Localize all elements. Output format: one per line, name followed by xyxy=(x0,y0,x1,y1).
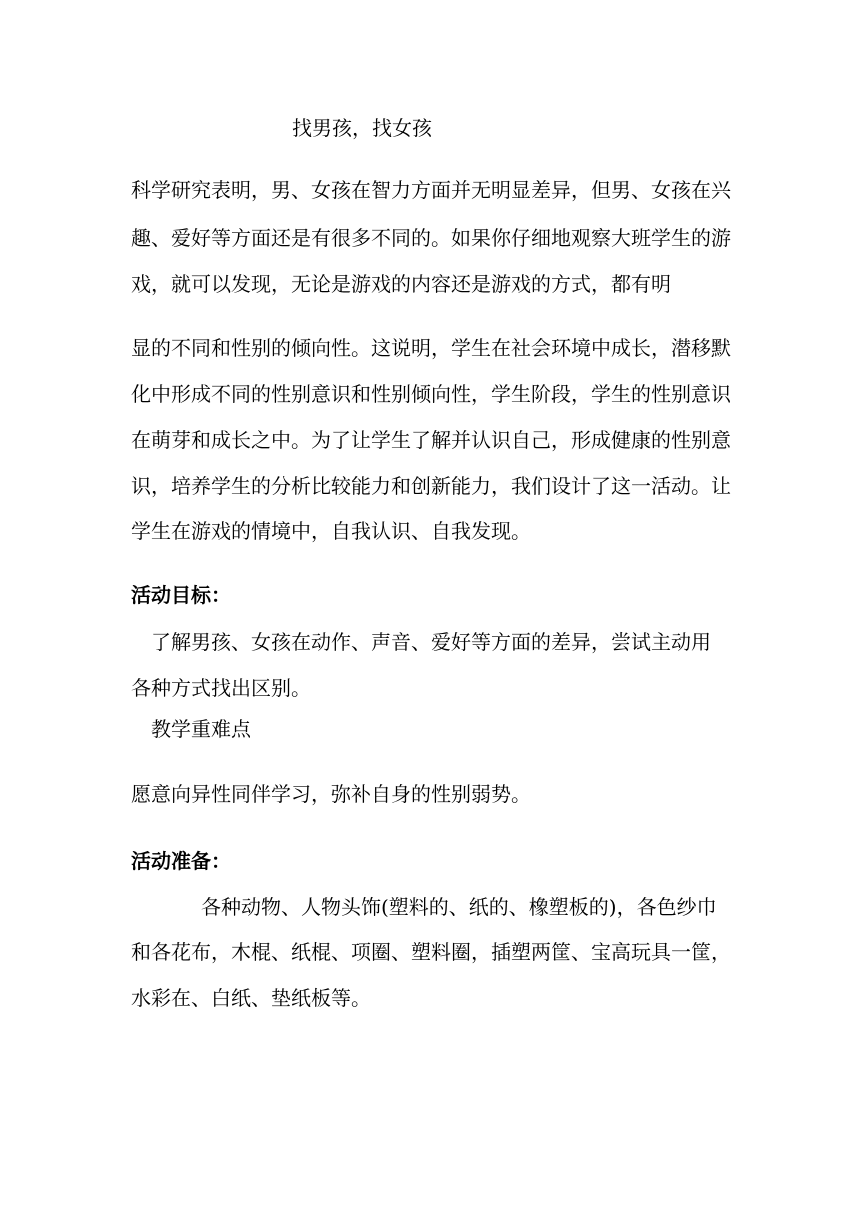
intro-line-4: 显的不同和性别的倾向性。这说明，学生在社会环境中成长，潜移默 xyxy=(131,336,731,360)
goal-heading: 活动目标： xyxy=(131,583,231,607)
intro-line-3: 戏，就可以发现，无论是游戏的内容还是游戏的方式，都有明 xyxy=(131,272,671,296)
goal-line-2: 各种方式找出区别。 xyxy=(131,676,311,700)
prep-line-3: 水彩在、白纸、垫纸板等。 xyxy=(131,986,371,1010)
prep-line-2: 和各花布，木棍、纸棍、项圈、塑料圈，插塑两筐、宝高玩具一筐， xyxy=(131,940,731,964)
intro-line-7: 识，培养学生的分析比较能力和创新能力，我们设计了这一活动。让 xyxy=(131,474,731,498)
intro-line-2: 趣、爱好等方面还是有很多不同的。如果你仔细地观察大班学生的游 xyxy=(131,226,731,250)
intro-line-8: 学生在游戏的情境中，自我认识、自我发现。 xyxy=(131,519,531,543)
intro-line-1: 科学研究表明，男、女孩在智力方面并无明显差异，但男、女孩在兴 xyxy=(131,178,731,202)
key-heading: 教学重难点 xyxy=(151,717,251,741)
intro-line-5: 化中形成不同的性别意识和性别倾向性，学生阶段，学生的性别意识 xyxy=(131,382,731,406)
key-line: 愿意向异性同伴学习，弥补自身的性别弱势。 xyxy=(131,782,531,806)
document-title: 找男孩，找女孩 xyxy=(292,116,432,140)
intro-line-6: 在萌芽和成长之中。为了让学生了解并认识自己，形成健康的性别意 xyxy=(131,428,731,452)
goal-line-1: 了解男孩、女孩在动作、声音、爱好等方面的差异，尝试主动用 xyxy=(151,630,711,654)
prep-line-1: 各种动物、人物头饰(塑料的、纸的、橡塑板的)，各色纱巾 xyxy=(201,895,717,919)
prep-heading: 活动准备： xyxy=(131,849,231,873)
